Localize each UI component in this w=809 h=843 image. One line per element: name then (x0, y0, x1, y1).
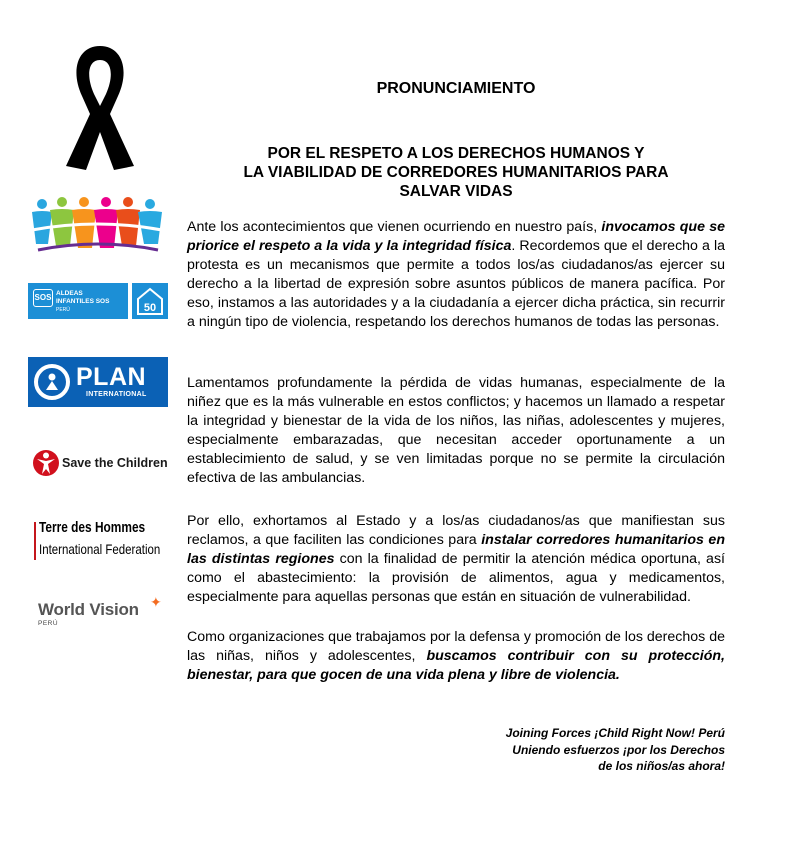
sos-mark-icon: SOS (33, 289, 53, 307)
subtitle-line: SALVAR VIDAS (399, 183, 513, 200)
paragraph-text: con la finalidad de permitir la atención médica oportuna, así como el abastecimiento: la provisión de alimentos, agua y medicamentos, especialmente para aquellas personas que están en situación de vulnerabilidad. (187, 551, 725, 605)
signature-line: de los niños/as ahora! (598, 759, 725, 773)
document-subtitle (187, 144, 725, 201)
tdh-line1: Terre des Hommes (39, 520, 146, 536)
document-title: PRONUNCIAMIENTO (376, 80, 536, 97)
paragraph-emphasis: buscamos contribuir con su protección, bienestar, para que gocen de una vida plena y libre de violencia. (187, 648, 725, 683)
world-vision-name: World Vision (38, 600, 139, 619)
paragraph-text: Como organizaciones que trabajamos por la defensa y promoción de los derechos de las niñas, niños y adolescentes, (187, 629, 725, 664)
paragraph-text: Por ello, exhortamos al Estado y a los/as ciudadanos/as que manifiestan sus reclamos, a que faciliten las condiciones para (187, 513, 725, 548)
tdh-line2: International Federation (39, 541, 161, 557)
world-vision-star-icon: ✦ (150, 594, 162, 610)
save-the-children-logo (32, 447, 172, 479)
signature-line: Uniendo esfuerzos ¡por los Derechos (512, 742, 725, 757)
paragraph-2 (187, 374, 725, 488)
paragraph-emphasis: instalar corredores humanitarios en las distintas regiones (187, 532, 725, 567)
plan-subtitle: INTERNATIONAL (86, 391, 147, 398)
plan-wordmark: PLAN (76, 363, 147, 391)
paragraph-text: Lamentamos profundamente la pérdida de vidas humanas, especialmente de la niñez que es la más vulnerable en estos conflictos; y hacemos un llamado a respetar la integridad y bienestar de la vida de los niños, las niñas, adolescentes y mujeres, especialmente embarazadas, que necesitan acceder oportunamente a un establecimiento de salud, y se ven limitadas porque no se permite la circulación efectiva de las ambulancias. (187, 375, 725, 486)
world-vision-country: PERÚ (38, 620, 59, 627)
logo-sidebar (0, 0, 185, 843)
aldeas-line1: ALDEAS (56, 290, 83, 297)
signature-line: Joining Forces ¡Child Right Now! Perú (505, 726, 725, 740)
paragraph-emphasis: invocamos que se priorice el respeto a la vida y la integridad física (187, 219, 725, 254)
save-the-children-name: Save the Children (62, 456, 168, 470)
house-50-icon (132, 283, 168, 319)
signature-block (425, 725, 725, 775)
paragraph-1 (187, 218, 725, 332)
aldeas-infantiles-sos-logo (28, 283, 168, 319)
subtitle-line: POR EL RESPETO A LOS DERECHOS HUMANOS Y (267, 145, 645, 162)
save-the-children-icon (32, 447, 60, 479)
aldeas-country: PERÚ (56, 307, 70, 313)
subtitle-line: LA VIABILIDAD DE CORREDORES HUMANITARIOS PARA (243, 164, 669, 181)
paragraph-text: . Recordemos que el derecho a la protesta es un mecanismos que permite a todos los/as ciudadanos/as ejercer su derecho a la libertad de expresión sobre asuntos públicos de manera pacífica. Por eso, instamos a las autoridades y a la ciudadanía a ejercer dicha práctica, sin recurrir a ningún tipo de violencia, respetando los derechos humanos de todas las personas. (187, 238, 726, 330)
mourning-ribbon-icon (56, 40, 144, 174)
paragraph-text: Ante los acontecimientos que vienen ocurriendo en nuestro país, (187, 219, 602, 235)
plan-international-logo (28, 357, 168, 407)
plan-globe-icon (34, 364, 70, 400)
terre-des-hommes-logo (34, 520, 174, 564)
svg-text:50: 50 (143, 302, 157, 314)
aldeas-line2: INFANTILES SOS (56, 297, 110, 305)
joining-forces-figures-logo (28, 192, 166, 254)
paragraph-3 (187, 512, 725, 607)
world-vision-logo (38, 594, 168, 634)
tdh-red-bar (34, 522, 36, 560)
paragraph-4 (187, 628, 725, 685)
anniversary-badge (132, 283, 168, 319)
